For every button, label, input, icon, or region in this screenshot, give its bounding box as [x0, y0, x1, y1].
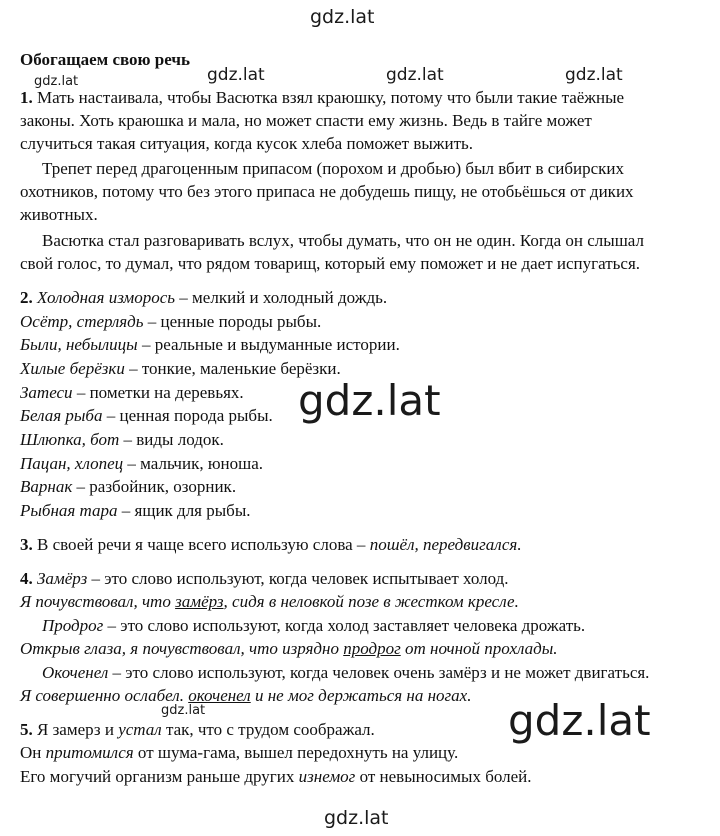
highlighted-words: пошёл, передвигался. [369, 535, 522, 554]
glossary-term: Хилые берёзки [20, 359, 125, 378]
section-number: 1. [20, 88, 33, 107]
glossary-item [20, 428, 224, 451]
text: Он [20, 743, 46, 762]
example-sentence [20, 637, 558, 660]
watermark-large: gdz.lat [508, 696, 651, 745]
text: В своей речи я чаще всего использую слова – [32, 535, 370, 554]
text: от ночной прохлады. [400, 639, 558, 658]
section-1-line: животных. [20, 205, 98, 224]
glossary-def: – пометки на деревьях. [72, 383, 244, 402]
watermark-small: gdz.lat [207, 65, 265, 85]
watermark-small: gdz.lat [565, 65, 623, 85]
glossary-term: Холодная изморось [37, 288, 176, 307]
page-heading: Обогащаем свою речь [20, 50, 190, 69]
glossary-def: – ящик для рыбы. [117, 501, 251, 520]
section-number: 2. [20, 288, 33, 307]
watermark-top: gdz.lat [310, 6, 375, 28]
glossary-def: – реальные и выдуманные истории. [137, 335, 400, 354]
glossary-item [20, 452, 263, 475]
text: от шума-гама, вышел передохнуть на улицу. [133, 743, 459, 762]
watermark-bottom: gdz.lat [324, 807, 389, 829]
text: , сидя в неловкой позе в жестком кресле. [223, 592, 519, 611]
glossary-item [20, 404, 273, 427]
italic-word: изнемог [298, 767, 356, 786]
section-5-line [20, 718, 375, 741]
italic-word: притомился [45, 743, 134, 762]
section-4-line [20, 614, 585, 637]
glossary-def: – ценная порода рыбы. [102, 406, 273, 425]
glossary-item [20, 357, 341, 380]
section-5-line [20, 741, 458, 764]
glossary-item [20, 310, 321, 333]
glossary-term: Были, небылицы [20, 335, 138, 354]
text: Я совершенно ослабел. [20, 686, 189, 705]
word-term: Окоченел [42, 663, 109, 682]
watermark-small: gdz.lat [386, 65, 444, 85]
section-5-line [20, 765, 532, 788]
section-1-line: законы. Хоть краюшка и мала, но может спасти ему жизнь. Ведь в тайге может [20, 111, 592, 130]
glossary-term: Варнак [20, 477, 73, 496]
underlined-word: окоченел [188, 686, 251, 705]
underlined-word: замёрз [175, 592, 224, 611]
glossary-def: – мальчик, юноша. [123, 454, 264, 473]
glossary-def: – тонкие, маленькие берёзки. [124, 359, 341, 378]
glossary-term: Затеси [20, 383, 73, 402]
section-number: 3. [20, 535, 33, 554]
glossary-item [20, 475, 236, 498]
section-number: 4. [20, 569, 33, 588]
glossary-term: Белая рыба [20, 406, 103, 425]
section-1-line: случиться такая ситуация, когда кусок хлеба поможет выжить. [20, 134, 474, 153]
text: так, что с трудом соображал. [161, 720, 375, 739]
glossary-item [20, 381, 244, 404]
glossary-item [20, 333, 400, 356]
text: Открыв глаза, я почувствовал, что изрядно [20, 639, 344, 658]
example-sentence [20, 590, 519, 613]
glossary-term: Пацан, хлопец [20, 454, 124, 473]
section-4-line [20, 567, 509, 590]
section-1-line: охотников, потому что без этого припаса не добудешь пищу, не отобьёшься от диких [20, 182, 634, 201]
glossary-term: Осётр, стерлядь [20, 312, 144, 331]
section-4-line [20, 661, 649, 684]
text: от невыносимых болей. [355, 767, 532, 786]
glossary-def: – разбойник, озорник. [72, 477, 237, 496]
italic-word: устал [118, 720, 162, 739]
watermark-large: gdz.lat [298, 376, 441, 425]
word-term: Замёрз [37, 569, 88, 588]
section-1-line: Васютка стал разговаривать вслух, чтобы думать, что он не один. Когда он слышал [42, 231, 644, 250]
underlined-word: продрог [343, 639, 401, 658]
word-def: – это слово используют, когда холод заставляет человека дрожать. [103, 616, 586, 635]
section-number: 5. [20, 720, 33, 739]
example-sentence [20, 684, 471, 707]
text: Мать настаивала, чтобы Васютка взял краюшку, потому что были такие таёжные [37, 88, 625, 107]
text: Я замерз и [32, 720, 119, 739]
text: Я почувствовал, что [20, 592, 176, 611]
glossary-def: – мелкий и холодный дождь. [175, 288, 388, 307]
word-term: Продрог [42, 616, 104, 635]
text: Его могучий организм раньше других [20, 767, 299, 786]
glossary-def: – ценные породы рыбы. [143, 312, 322, 331]
word-def: – это слово используют, когда человек испытывает холод. [87, 569, 509, 588]
watermark-small: gdz.lat [161, 703, 206, 718]
glossary-term: Рыбная тара [20, 501, 118, 520]
glossary-def: – виды лодок. [119, 430, 224, 449]
section-1-line: Трепет перед драгоценным припасом (порохом и дробью) был вбит в сибирских [42, 159, 625, 178]
glossary-term: Шлюпка, бот [20, 430, 120, 449]
section-1-line: свой голос, то думал, что рядом товарищ, который ему поможет и не дает испугаться. [20, 254, 641, 273]
glossary-item [20, 286, 387, 309]
watermark-small: gdz.lat [34, 74, 79, 89]
section-1-line [20, 86, 624, 109]
word-def: – это слово используют, когда человек очень замёрз и не может двигаться. [108, 663, 650, 682]
section-3-line [20, 533, 522, 556]
glossary-item [20, 499, 251, 522]
text: и не мог держаться на ногах. [250, 686, 472, 705]
